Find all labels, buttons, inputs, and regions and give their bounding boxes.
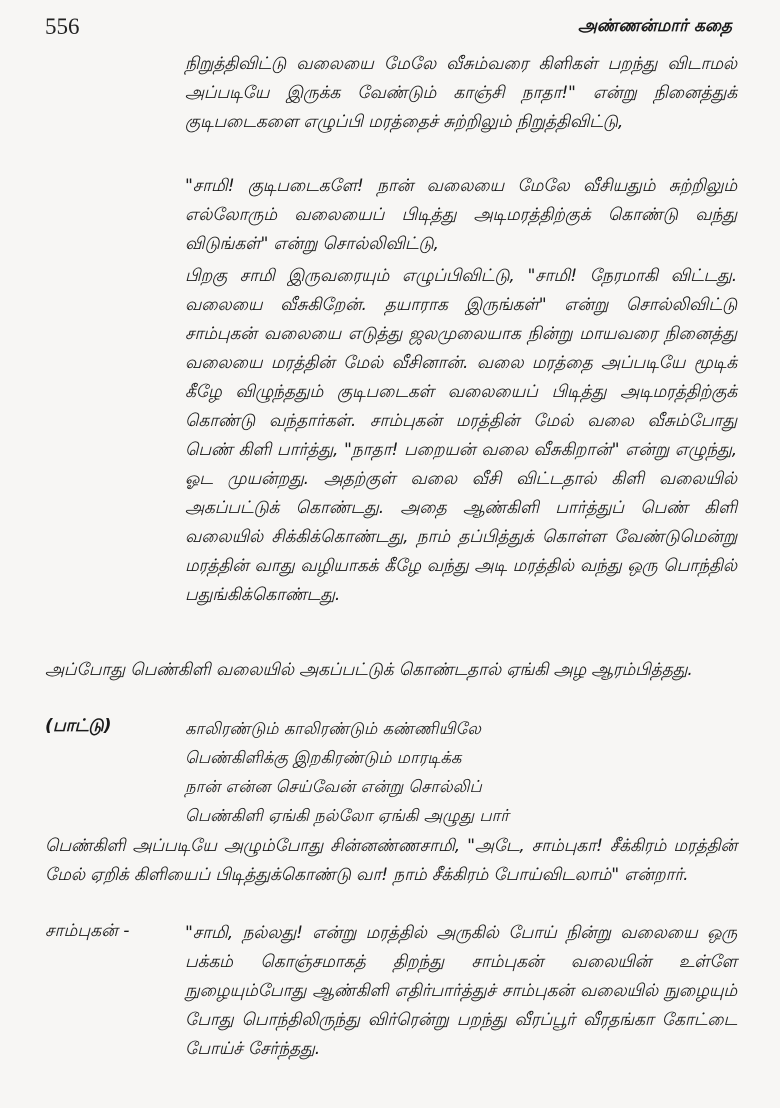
paragraph-6: "சாமி, நல்லது! என்று மரத்தில் அருகில் போய் நின்று வலையை ஒரு பக்கம் கொஞ்சமாகத் திறந்து சாம்புகன் வலையின் உள்ளே நுழையும்போது ஆண்கிளி எதிர்பார்த்துச் சாம்புகன் வலையில் நுழையும் போது பொந்திலிருந்து விர்ரென்று பறந்து வீரப்பூர் வீரதங்கா கோட்டை போய்ச் சேர்ந்தது. <box>185 923 737 1059</box>
song-label: (பாட்டு) <box>45 716 112 736</box>
paragraph-5: பெண்கிளி அப்படியே அழும்போது சின்னண்ணசாமி, "அடே, சாம்புகா! சீக்கிரம் மரத்தின் மேல் ஏறிக் கிளியைப் பிடித்துக்கொண்டு வா! நாம் சீக்கிரம் போய்விடலாம்" என்றார். <box>45 836 737 885</box>
song-line: பெண்கிளி ஏங்கி நல்லோ ஏங்கி அழுது பார் <box>185 806 509 825</box>
song-verse <box>185 714 509 830</box>
song-line: காலிரண்டும் காலிரண்டும் கண்ணியிலே <box>185 719 481 738</box>
paragraph-3: பிறகு சாமி இருவரையும் எழுப்பிவிட்டு, "சாமி! நேரமாகி விட்டது. வலையை வீசுகிறேன். தயாராக இருங்கள்" என்று சொல்லிவிட்டு சாம்புகன் வலையை எடுத்து ஜலமுலையாக நின்று மாயவரை நினைத்து வலையை மரத்தின் மேல் வீசினான். வலை மரத்தை அப்படியே மூடிக் கீழே விழுந்ததும் குடிபடைகள் வலையைப் பிடித்து அடிமரத்திற்குக் கொண்டு வந்தார்கள். சாம்புகன் மரத்தின் மேல் வலை வீசும்போது பெண் கிளி பார்த்து, "நாதா! பறையன் வலை வீசுகிறான்" என்று எழுந்து, ஓட முயன்றது. அதற்குள் வலை வீசி விட்டதால் கிளி வலையில் அகப்பட்டுக் கொண்டது. அதை ஆண்கிளி பார்த்துப் பெண் கிளி வலையில் சிக்கிக்கொண்டது, நாம் தப்பித்துக் கொள்ள வேண்டுமென்று மரத்தின் வாது வழியாகக் கீழே வந்து அடி மரத்தில் வந்து ஒரு பொந்தில் பதுங்கிக்கொண்டது. <box>185 266 737 605</box>
song-line: பெண்கிளிக்கு இறகிரண்டும் மாரடிக்க <box>185 748 462 767</box>
paragraph-4: அப்போது பெண்கிளி வலையில் அகப்பட்டுக் கொண்டதால் ஏங்கி அழ ஆரம்பித்தது. <box>45 660 693 680</box>
song-line: நான் என்ன செய்வேன் என்று சொல்லிப் <box>185 777 482 796</box>
paragraph-1: நிறுத்திவிட்டு வலையை மேலே வீசும்வரை கிளிகள் பறந்து விடாமல் அப்படியே இருக்க வேண்டும் காஞ்சி நாதா!" என்று நினைத்துக் குடிபடைகளை எழுப்பி மரத்தைச் சுற்றிலும் நிறுத்திவிட்டு, <box>185 54 737 132</box>
running-title: அண்ணன்மார் கதை <box>577 16 732 36</box>
speaker-label: சாம்புகன் - <box>45 921 130 941</box>
paragraph-2: "சாமி! குடிபடைகளே! நான் வலையை மேலே வீசியதும் சுற்றிலும் எல்லோரும் வலையைப் பிடித்து அடிமரத்திற்குக் கொண்டு வந்து விடுங்கள்" என்று சொல்லிவிட்டு, <box>185 176 737 254</box>
page-number: 556 <box>45 14 80 39</box>
